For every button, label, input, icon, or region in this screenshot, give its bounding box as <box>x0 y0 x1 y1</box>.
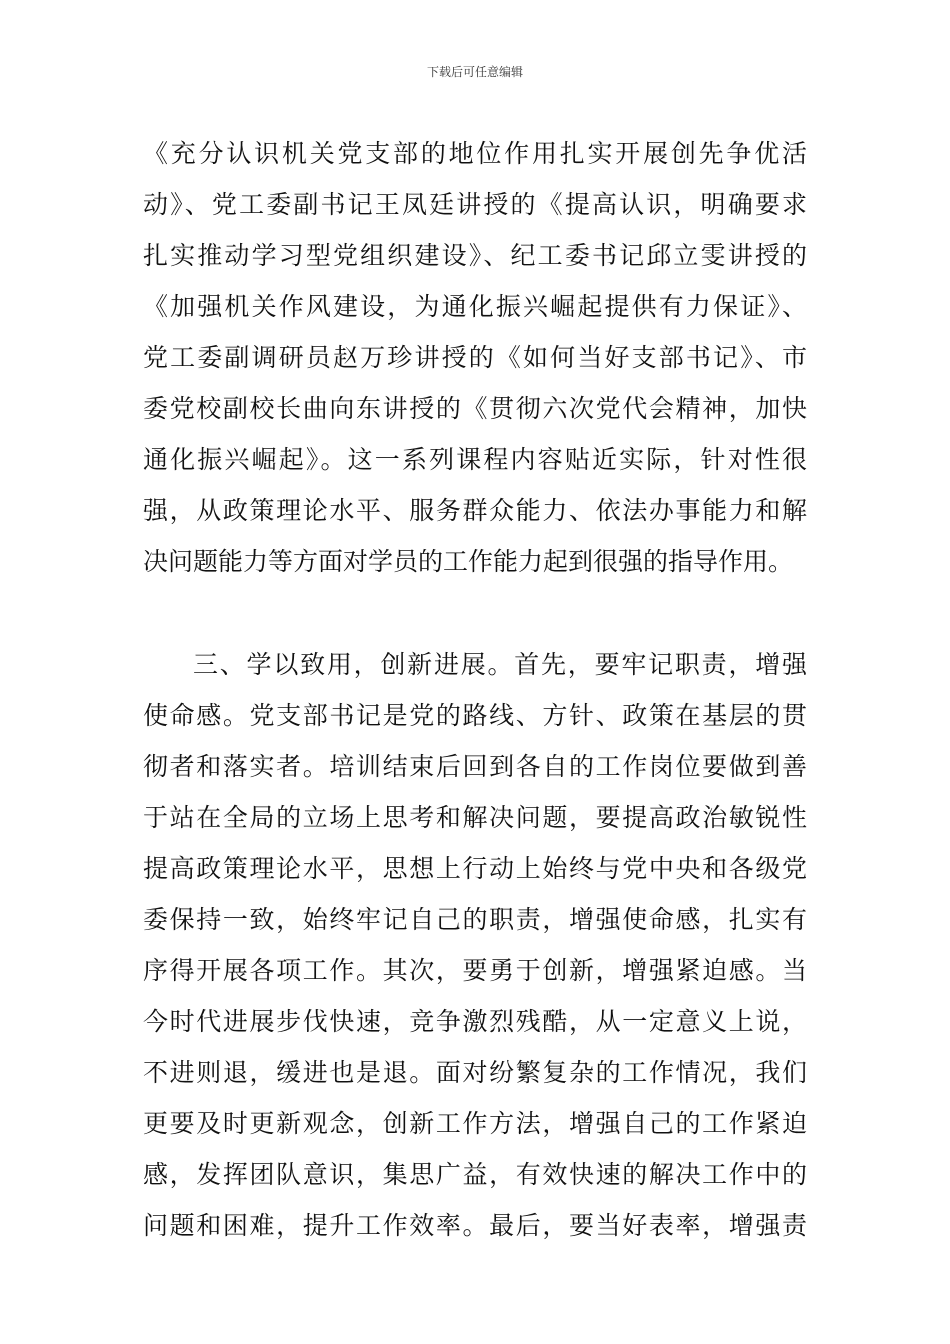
text-line: 三、学以致用，创新进展。首先，要牢记职责，增强 <box>193 650 807 679</box>
paragraph-1 <box>143 128 807 587</box>
text-line: 不进则退，缓进也是退。面对纷繁复杂的工作情况，我们 <box>143 1058 807 1087</box>
text-line: 使命感。党支部书记是党的路线、方针、政策在基层的贯 <box>143 701 807 730</box>
text-line: 提高政策理论水平，思想上行动上始终与党中央和各级党 <box>143 854 807 883</box>
text-line: 《加强机关作风建设，为通化振兴崛起提供有力保证》、 <box>143 292 807 321</box>
text-line: 问题和困难，提升工作效率。最后，要当好表率，增强责 <box>143 1211 807 1240</box>
text-line: 动》、党工委副书记王凤廷讲授的《提高认识，明确要求 <box>143 190 807 219</box>
text-line: 于站在全局的立场上思考和解决问题，要提高政治敏锐性 <box>143 803 807 832</box>
text-line: 党工委副调研员赵万珍讲授的《如何当好支部书记》、市 <box>143 343 807 372</box>
text-line: 扎实推动学习型党组织建设》、纪工委书记邱立雯讲授的 <box>143 241 807 270</box>
text-line: 强，从政策理论水平、服务群众能力、依法办事能力和解 <box>143 496 807 525</box>
text-line: 序得开展各项工作。其次，要勇于创新，增强紧迫感。当 <box>143 956 807 985</box>
paragraph-2 <box>143 639 807 1251</box>
text-line: 彻者和落实者。培训结束后回到各自的工作岗位要做到善 <box>143 752 807 781</box>
text-line: 更要及时更新观念，创新工作方法，增强自己的工作紧迫 <box>143 1109 807 1138</box>
text-line: 委党校副校长曲向东讲授的《贯彻六次党代会精神，加快 <box>143 394 807 423</box>
paragraph-spacer <box>143 587 807 639</box>
text-line: 今时代进展步伐快速，竞争激烈残酷，从一定意义上说， <box>143 1007 807 1036</box>
text-line: 决问题能力等方面对学员的工作能力起到很强的指导作用。 <box>143 547 794 576</box>
document-body <box>143 128 807 1251</box>
text-line: 《充分认识机关党支部的地位作用扎实开展创先争优活 <box>143 139 807 168</box>
text-line: 感，发挥团队意识，集思广益，有效快速的解决工作中的 <box>143 1160 807 1189</box>
page-header: 下载后可任意编辑 <box>426 65 523 79</box>
text-line: 通化振兴崛起》。这一系列课程内容贴近实际，针对性很 <box>143 445 807 474</box>
text-line: 委保持一致，始终牢记自己的职责，增强使命感，扎实有 <box>143 905 807 934</box>
